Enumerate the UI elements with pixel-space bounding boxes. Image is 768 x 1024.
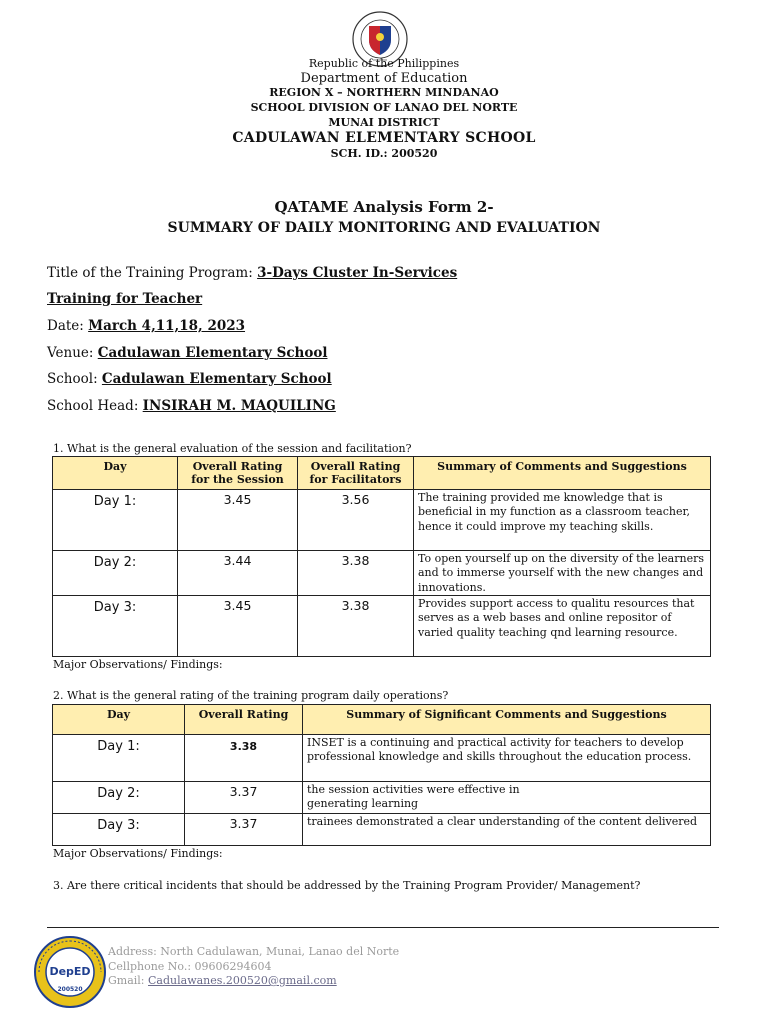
facilitator-rating-cell: 3.56: [298, 490, 414, 551]
table-row: [53, 814, 711, 846]
program-value: 3-Days Cluster In-Services: [257, 265, 458, 281]
col-day: Day: [53, 457, 178, 490]
day-cell: Day 3:: [53, 814, 185, 846]
session-rating-cell: 3.45: [178, 490, 298, 551]
header-school-name: CADULAWAN ELEMENTARY SCHOOL: [232, 130, 536, 146]
footer-cellphone: Cellphone No.: 09606294604: [108, 960, 272, 973]
observations-label-2: Major Observations/ Findings:: [53, 847, 223, 860]
program-value-cont: Training for Teacher: [47, 291, 203, 307]
school-value: Cadulawan Elementary School: [101, 371, 332, 387]
venue-label: Venue:: [47, 345, 94, 361]
date-label: Date:: [47, 318, 84, 334]
header-department: Department of Education: [300, 71, 468, 86]
comment-cell: the session activities were effective in generating learning: [303, 782, 711, 814]
school-head-value: INSIRAH M. MAQUILING: [142, 398, 336, 414]
day-cell: Day 2:: [53, 782, 185, 814]
school-seal-icon: [33, 935, 107, 1009]
school-head-line: [47, 400, 336, 414]
question-1: 1. What is the general evaluation of the session and facilitation?: [53, 442, 412, 455]
col-comments: Summary of Comments and Suggestions: [414, 457, 711, 490]
question-3: 3. Are there critical incidents that should be addressed by the Training Program Provider/ Management?: [53, 879, 641, 892]
form-subtitle: SUMMARY OF DAILY MONITORING AND EVALUATION: [167, 220, 601, 236]
comment-cell: Provides support access to qualitu resources that serves as a web bases and online repositor of varied quality teaching qnd learning resource.: [414, 596, 711, 657]
seal-center-text: DepED: [49, 965, 91, 978]
session-evaluation-table: [52, 456, 711, 657]
col-facilitator-rating: Overall Rating for Facilitators: [298, 457, 414, 490]
gmail-link[interactable]: Cadulawanes.200520@gmail.com: [148, 974, 337, 987]
school-line: [47, 373, 332, 387]
overall-rating-cell: 3.37: [185, 814, 303, 846]
header-region: REGION X – NORTHERN MINDANAO: [269, 86, 499, 99]
venue-value: Cadulawan Elementary School: [97, 345, 328, 361]
header-republic: Republic of the Philippines: [308, 57, 460, 70]
col-overall-rating: Overall Rating: [185, 705, 303, 735]
gmail-label: Gmail:: [108, 974, 149, 987]
overall-rating-cell: 3.37: [185, 782, 303, 814]
header-division: SCHOOL DIVISION OF LANAO DEL NORTE: [250, 101, 518, 114]
school-head-label: School Head:: [47, 398, 139, 414]
header-district: MUNAI DISTRICT: [328, 116, 440, 129]
facilitator-rating-cell: 3.38: [298, 551, 414, 596]
form-title: QATAME Analysis Form 2-: [274, 198, 494, 216]
program-title-line: [47, 267, 457, 281]
daily-operations-table: [52, 704, 711, 846]
col-session-rating: Overall Rating for the Session: [178, 457, 298, 490]
table-header-row: [53, 705, 711, 735]
observations-label-1: Major Observations/ Findings:: [53, 658, 223, 671]
table-row: [53, 735, 711, 782]
table-row: [53, 551, 711, 596]
footer-divider: [47, 927, 719, 928]
col-day: Day: [53, 705, 185, 735]
comment-cell: INSET is a continuing and practical activity for teachers to develop professional knowledge and skills throughout the education process.: [303, 735, 711, 782]
day-cell: Day 1:: [53, 490, 178, 551]
comment-cell: trainees demonstrated a clear understanding of the content delivered: [303, 814, 711, 846]
session-rating-cell: 3.44: [178, 551, 298, 596]
date-line: [47, 320, 245, 334]
header-school-id: SCH. ID.: 200520: [330, 147, 438, 160]
table-row: [53, 490, 711, 551]
footer-address: Address: North Cadulawan, Munai, Lanao del Norte: [108, 945, 400, 958]
day-cell: Day 3:: [53, 596, 178, 657]
overall-rating-cell: 3.38: [185, 735, 303, 782]
table-row: [53, 596, 711, 657]
table-header-row: [53, 457, 711, 490]
program-label: Title of the Training Program:: [47, 265, 253, 281]
col-significant-comments: Summary of Significant Comments and Suggestions: [303, 705, 711, 735]
footer-gmail: [108, 975, 337, 986]
table-row: [53, 782, 711, 814]
day-cell: Day 2:: [53, 551, 178, 596]
question-2: 2. What is the general rating of the training program daily operations?: [53, 689, 449, 702]
session-rating-cell: 3.45: [178, 596, 298, 657]
school-label: School:: [47, 371, 98, 387]
facilitator-rating-cell: 3.38: [298, 596, 414, 657]
date-value: March 4,11,18, 2023: [88, 318, 246, 334]
seal-number: 200520: [57, 986, 83, 993]
day-cell: Day 1:: [53, 735, 185, 782]
comment-cell: To open yourself up on the diversity of the learners and to immerse yourself with the new changes and innovations.: [414, 551, 711, 596]
venue-line: [47, 347, 328, 361]
comment-cell: The training provided me knowledge that is beneficial in my function as a classroom teacher, hence it could improve my teaching skills.: [414, 490, 711, 551]
